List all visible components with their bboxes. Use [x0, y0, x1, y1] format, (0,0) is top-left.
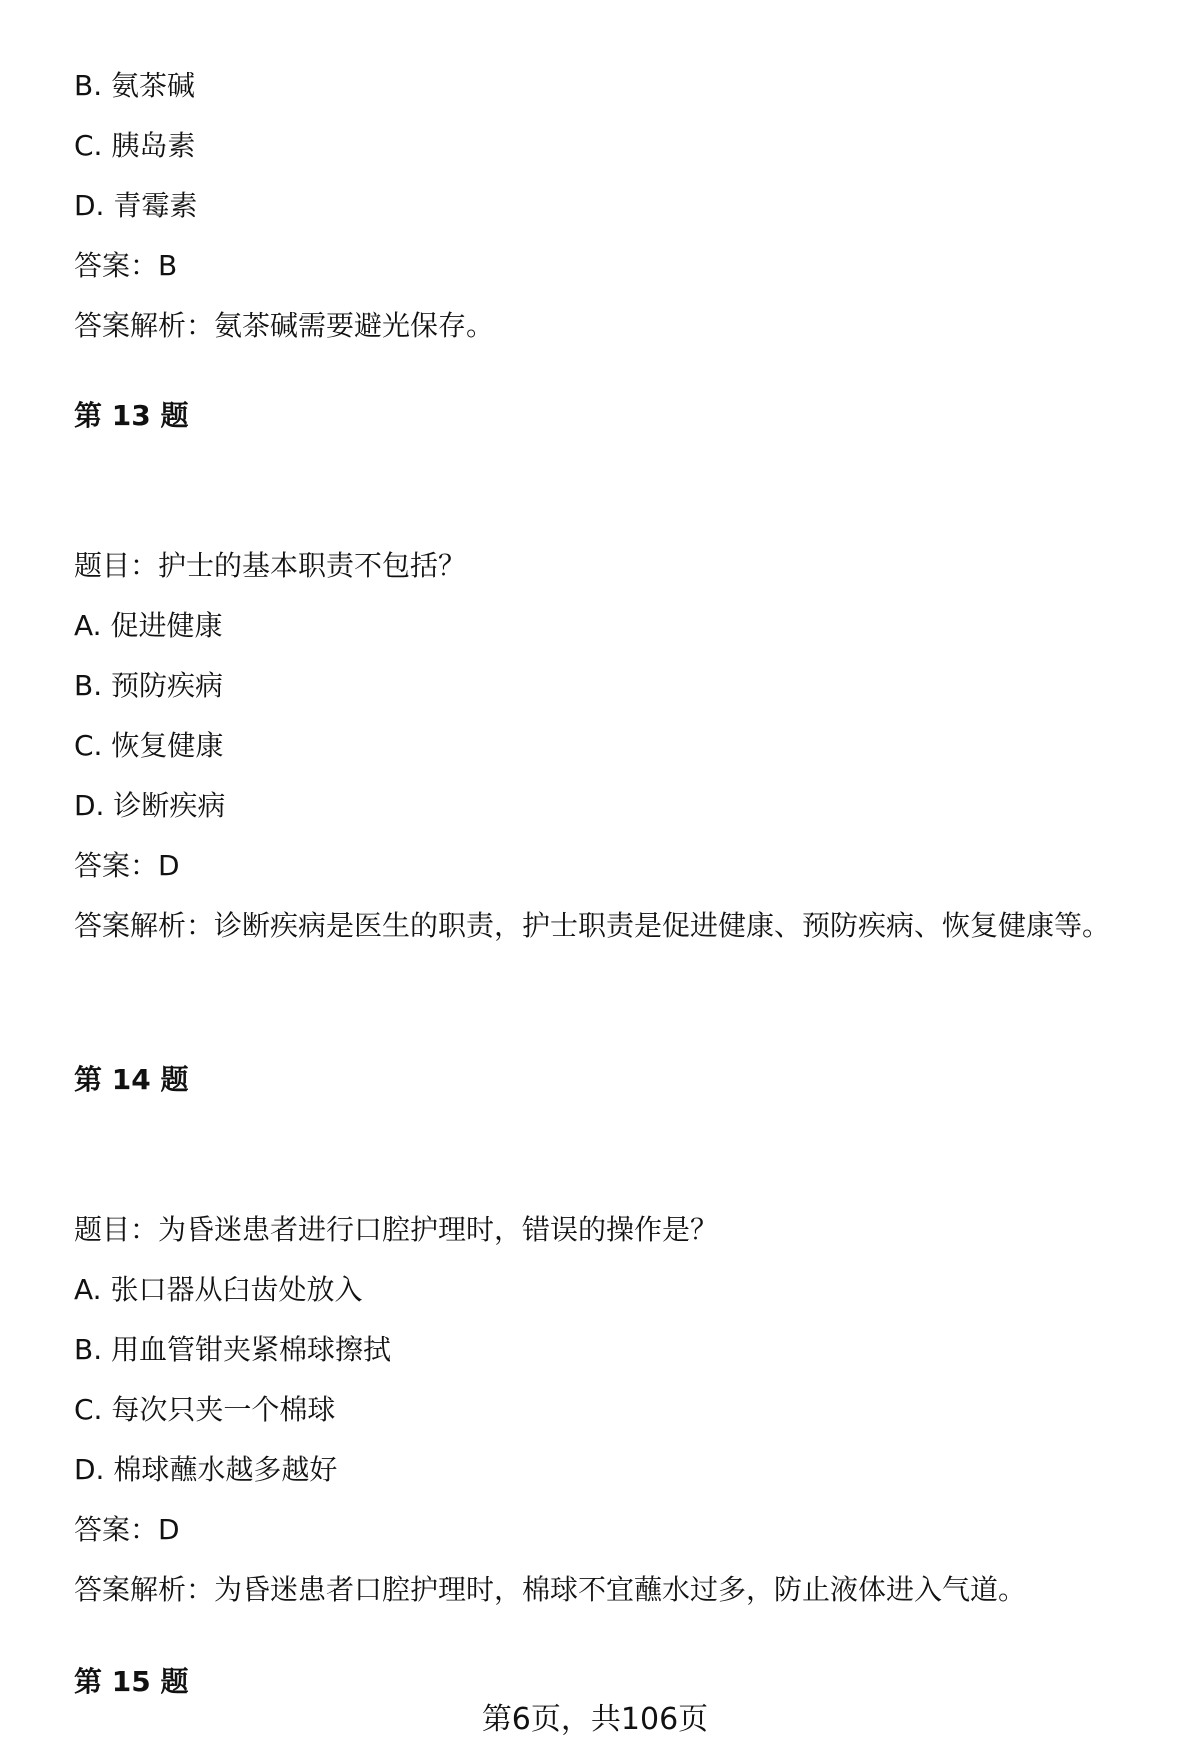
- q15-heading: 第 15 题: [74, 1665, 189, 1698]
- q12-explanation: 答案解析：氨茶碱需要避光保存。: [74, 309, 495, 342]
- page-number-footer: 第6页，共106页: [481, 1702, 709, 1737]
- q13-option-b: B. 预防疾病: [74, 669, 224, 702]
- q13-heading: 第 13 题: [74, 399, 189, 432]
- q14-question: 题目：为昏迷患者进行口腔护理时，错误的操作是？: [74, 1213, 719, 1246]
- q14-option-b: B. 用血管钳夹紧棉球擦拭: [74, 1333, 392, 1366]
- q13-answer: 答案：D: [74, 849, 180, 882]
- q13-question: 题目：护士的基本职责不包括？: [74, 549, 467, 582]
- q14-option-a: A. 张口器从臼齿处放入: [74, 1273, 363, 1306]
- q12-option-b: B. 氨茶碱: [74, 69, 196, 102]
- q14-heading: 第 14 题: [74, 1063, 189, 1096]
- q14-option-d: D. 棉球蘸水越多越好: [74, 1453, 338, 1486]
- q12-option-c: C. 胰岛素: [74, 129, 196, 162]
- q12-answer: 答案：B: [74, 249, 178, 282]
- q14-explanation: 答案解析：为昏迷患者口腔护理时，棉球不宜蘸水过多，防止液体进入气道。: [74, 1573, 1027, 1606]
- q13-option-c: C. 恢复健康: [74, 729, 224, 762]
- q14-answer: 答案：D: [74, 1513, 180, 1546]
- q12-option-d: D. 青霉素: [74, 189, 198, 222]
- q14-option-c: C. 每次只夹一个棉球: [74, 1393, 336, 1426]
- q13-option-d: D. 诊断疾病: [74, 789, 226, 822]
- q13-option-a: A. 促进健康: [74, 609, 223, 642]
- q13-explanation: 答案解析：诊断疾病是医生的职责，护士职责是促进健康、预防疾病、恢复健康等。: [74, 909, 1111, 942]
